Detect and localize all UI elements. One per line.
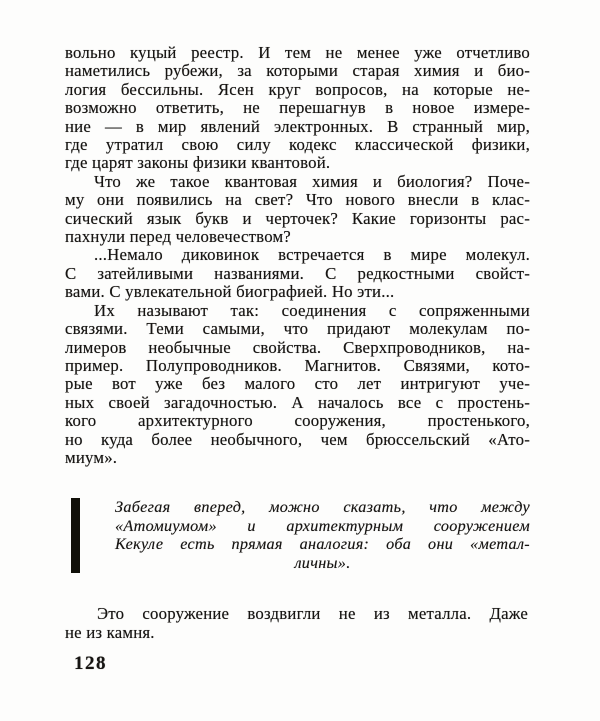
text-line: где утратил свою силу кодекс классической физики, — [65, 135, 530, 155]
text-line: вольно куцый реестр. И тем не менее уже отчетливо — [65, 43, 530, 62]
text-line: сический язык букв и черточек? Какие горизонты рас- — [65, 208, 530, 228]
text-line: Кекуле есть прямая аналогия: оба они «метал- — [115, 535, 530, 554]
text-line: С затейливыми названиями. С редкостными свойст- — [65, 263, 530, 283]
text-line: но куда более необычного, чем брюссельский «Ато- — [65, 429, 530, 449]
text-line: лимеров необычные свойства. Сверхпроводников, на- — [65, 337, 530, 357]
text-line: наметились рубежи, за которыми старая химия и био- — [65, 61, 530, 81]
text-line: Что же такое квантовая химия и биология? Поче- — [94, 171, 530, 191]
text-line: пахнули перед человечеством? — [65, 227, 291, 247]
text-line: не из камня. — [65, 622, 155, 642]
closing-paragraph — [65, 605, 528, 642]
quote-marker-bar — [71, 498, 80, 573]
text-line: Их называют так: соединения с сопряженными — [94, 300, 530, 320]
text-line: где царят законы физики квантовой. — [65, 153, 331, 173]
text-line: кого архитектурного сооружения, простенького, — [65, 411, 530, 431]
text-line: пример. Полупроводников. Магнитов. Связями, кото- — [65, 355, 530, 375]
text-line: ние — в мир явлений электронных. В странный мир, — [65, 116, 530, 136]
text-line: Забегая вперед, можно сказать, что между — [115, 498, 530, 516]
text-line: миум». — [65, 447, 118, 467]
text-line: связями. Теми самыми, что придают молекулам по- — [65, 319, 530, 339]
quote-block — [115, 498, 530, 572]
text-line: ...Немало диковинок встречается в мире молекул. — [94, 245, 530, 265]
text-line: му они появились на свет? Что нового внесли в клас- — [65, 190, 530, 210]
main-text-block — [65, 44, 530, 467]
page-number: 128 — [74, 653, 107, 674]
text-line: логия бессильны. Ясен круг вопросов, на которые не- — [65, 79, 530, 99]
text-line: личны». — [294, 553, 351, 572]
text-line: вами. С увлекательной биографией. Но эти... — [65, 282, 395, 302]
text-line: ных своей загадочностью. А началось все с простень- — [65, 392, 530, 412]
text-line: возможно ответить, не перешагнув в новое измере- — [65, 98, 530, 118]
text-line: Это сооружение воздвигли не из металла. Даже — [97, 604, 528, 623]
text-line: «Атомиумом» и архитектурным сооружением — [115, 516, 530, 535]
text-line: рые вот уже без малого сто лет интригуют уче- — [65, 374, 530, 394]
